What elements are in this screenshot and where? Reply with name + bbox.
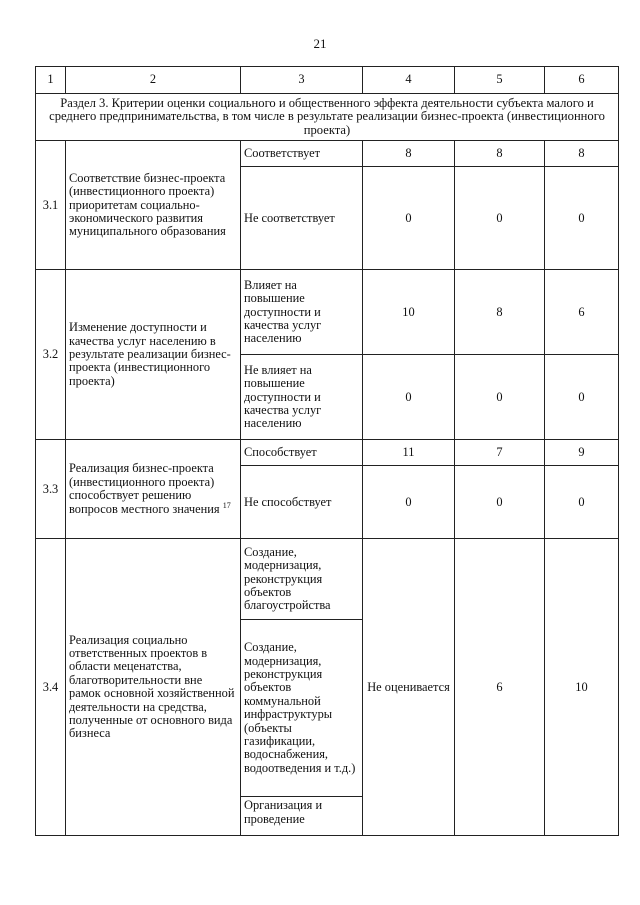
score-col5: 6: [455, 539, 545, 836]
criterion-text: Изменение доступности и качества услуг населению в результате реализации бизнес-проекта (инвестиционного проекта): [66, 270, 241, 440]
col-header-4: 4: [363, 67, 455, 94]
score-col4: 0: [363, 167, 455, 270]
score-col6: 10: [545, 539, 619, 836]
criterion-text: Соответствие бизнес-проекта (инвестиционного проекта) приоритетам социально-экономического развития муниципального образования: [66, 141, 241, 270]
score-col6: 0: [545, 466, 619, 539]
option-label: Не соответствует: [241, 167, 363, 270]
option-label: Не влияет на повышение доступности и качества услуг населению: [241, 355, 363, 440]
score-col6: 9: [545, 440, 619, 466]
table-row: [36, 141, 619, 167]
score-col5: 0: [455, 466, 545, 539]
score-col6: 0: [545, 355, 619, 440]
option-label: Создание, модернизация, реконструкция объектов благоустройства: [241, 539, 363, 620]
row-number: 3.4: [36, 539, 66, 836]
section-title: Раздел 3. Критерии оценки социального и общественного эффекта деятельности субъекта малого и среднего предпринимательства, в том числе в результате реализации бизнес-проекта (инвестиционного проекта): [36, 94, 619, 141]
page-number: 21: [313, 36, 327, 51]
option-label: Организация и проведение: [241, 797, 363, 836]
criterion-text: Реализация социально ответственных проектов в области меценатства, благотворительности вне рамок основной хозяйственной деятельности на средства, полученные от основного вида бизнеса: [66, 539, 241, 836]
option-label: Соответствует: [241, 141, 363, 167]
score-col5: 8: [455, 141, 545, 167]
score-col5: 0: [455, 355, 545, 440]
score-col4: 11: [363, 440, 455, 466]
score-col4: 0: [363, 466, 455, 539]
col-header-2: 2: [66, 67, 241, 94]
score-col6: 6: [545, 270, 619, 355]
row-number: 3.3: [36, 440, 66, 539]
option-label: Не способствует: [241, 466, 363, 539]
option-label: Способствует: [241, 440, 363, 466]
col-header-3: 3: [241, 67, 363, 94]
col-header-1: 1: [36, 67, 66, 94]
score-col6: 8: [545, 141, 619, 167]
section-header-row: [36, 94, 619, 141]
col-header-5: 5: [455, 67, 545, 94]
table-row: [36, 440, 619, 466]
option-label: Влияет на повышение доступности и качества услуг населению: [241, 270, 363, 355]
score-col6: 0: [545, 167, 619, 270]
row-number: 3.2: [36, 270, 66, 440]
col-header-6: 6: [545, 67, 619, 94]
table-row: [36, 539, 619, 620]
criterion-cell: [66, 440, 241, 539]
score-col4: Не оценивается: [363, 539, 455, 836]
column-number-row: [36, 67, 619, 94]
footnote-marker: 17: [222, 500, 231, 510]
criterion-text: Реализация бизнес-проекта (инвестиционного проекта) способствует решению вопросов местного значения: [69, 461, 220, 516]
score-col4: 0: [363, 355, 455, 440]
score-col5: 8: [455, 270, 545, 355]
score-col5: 0: [455, 167, 545, 270]
score-col4: 8: [363, 141, 455, 167]
score-col5: 7: [455, 440, 545, 466]
score-col4: 10: [363, 270, 455, 355]
row-number: 3.1: [36, 141, 66, 270]
table-row: [36, 270, 619, 355]
criteria-table: [35, 66, 619, 836]
option-label: Создание, модернизация, реконструкция объектов коммунальной инфраструктуры (объекты газификации, водоснабжения, водоотведения и т.д.): [241, 620, 363, 797]
